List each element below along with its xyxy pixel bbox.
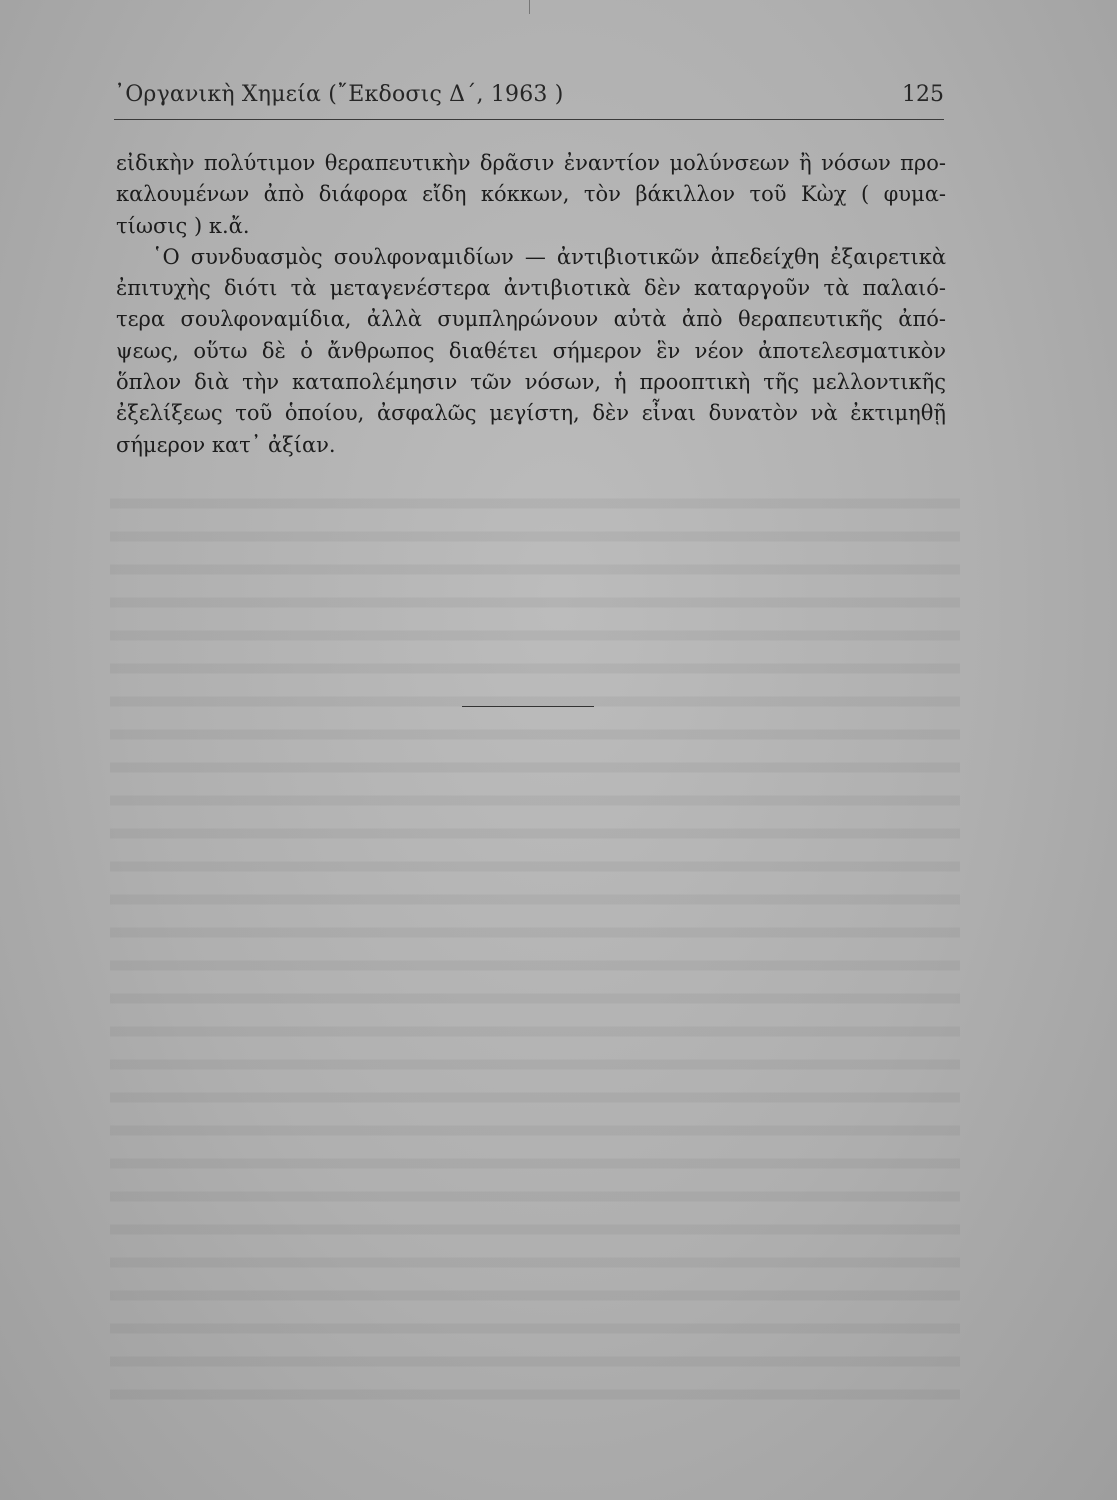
text-line: ψεως, οὕτω δὲ ὁ ἄνθρωπος διαθέτει σήμερον ἓν νέον ἀποτελεσματικὸν (116, 338, 946, 363)
text-line: ἐξελίξεως τοῦ ὁποίου, ἀσφαλῶς μεγίστη, δὲν εἶναι δυνατὸν νὰ ἐκτιμηθῇ (116, 401, 946, 426)
text-line: εἰδικὴν πολύτιμον θεραπευτικὴν δρᾶσιν ἐναντίον μολύνσεων ἢ νόσων προ- (116, 151, 946, 175)
text-line: σήμερον κατ᾿ ἀξίαν. (116, 432, 336, 457)
body-text (116, 148, 946, 461)
text-line: ἐπιτυχὴς διότι τὰ μεταγενέστερα ἀντιβιοτικὰ δὲν καταργοῦν τὰ παλαιό- (116, 276, 946, 301)
text-line: ὅπλον διὰ τὴν καταπολέμησιν τῶν νόσων, ἡ προοπτικὴ τῆς μελλοντικῆς (116, 370, 946, 395)
header-title: ᾿Οργανικὴ Χημεία (῎Εκδοσις Δ΄, 1963 ) (114, 82, 564, 107)
text-line: τερα σουλφοναμίδια, ἀλλὰ συμπληρώνουν αὐτὰ ἀπὸ θεραπευτικῆς ἀπό- (116, 307, 946, 332)
text-line: ῾Ο συνδυασμὸς σουλφοναμιδίων — ἀντιβιοτικῶν ἀπεδείχθη ἐξαιρετικὰ (152, 244, 946, 269)
margin-mark (529, 0, 530, 14)
section-separator (462, 706, 594, 707)
header-rule (114, 119, 944, 120)
page-number: 125 (902, 82, 944, 107)
text-line: καλουμένων ἀπὸ διάφορα εἴδη κόκκων, τὸν βάκιλλον τοῦ Κὼχ ( φυμα- (116, 182, 946, 207)
show-through-text (110, 480, 960, 1400)
text-line: τίωσις ) κ.ἄ. (116, 213, 250, 238)
running-header (114, 80, 944, 120)
